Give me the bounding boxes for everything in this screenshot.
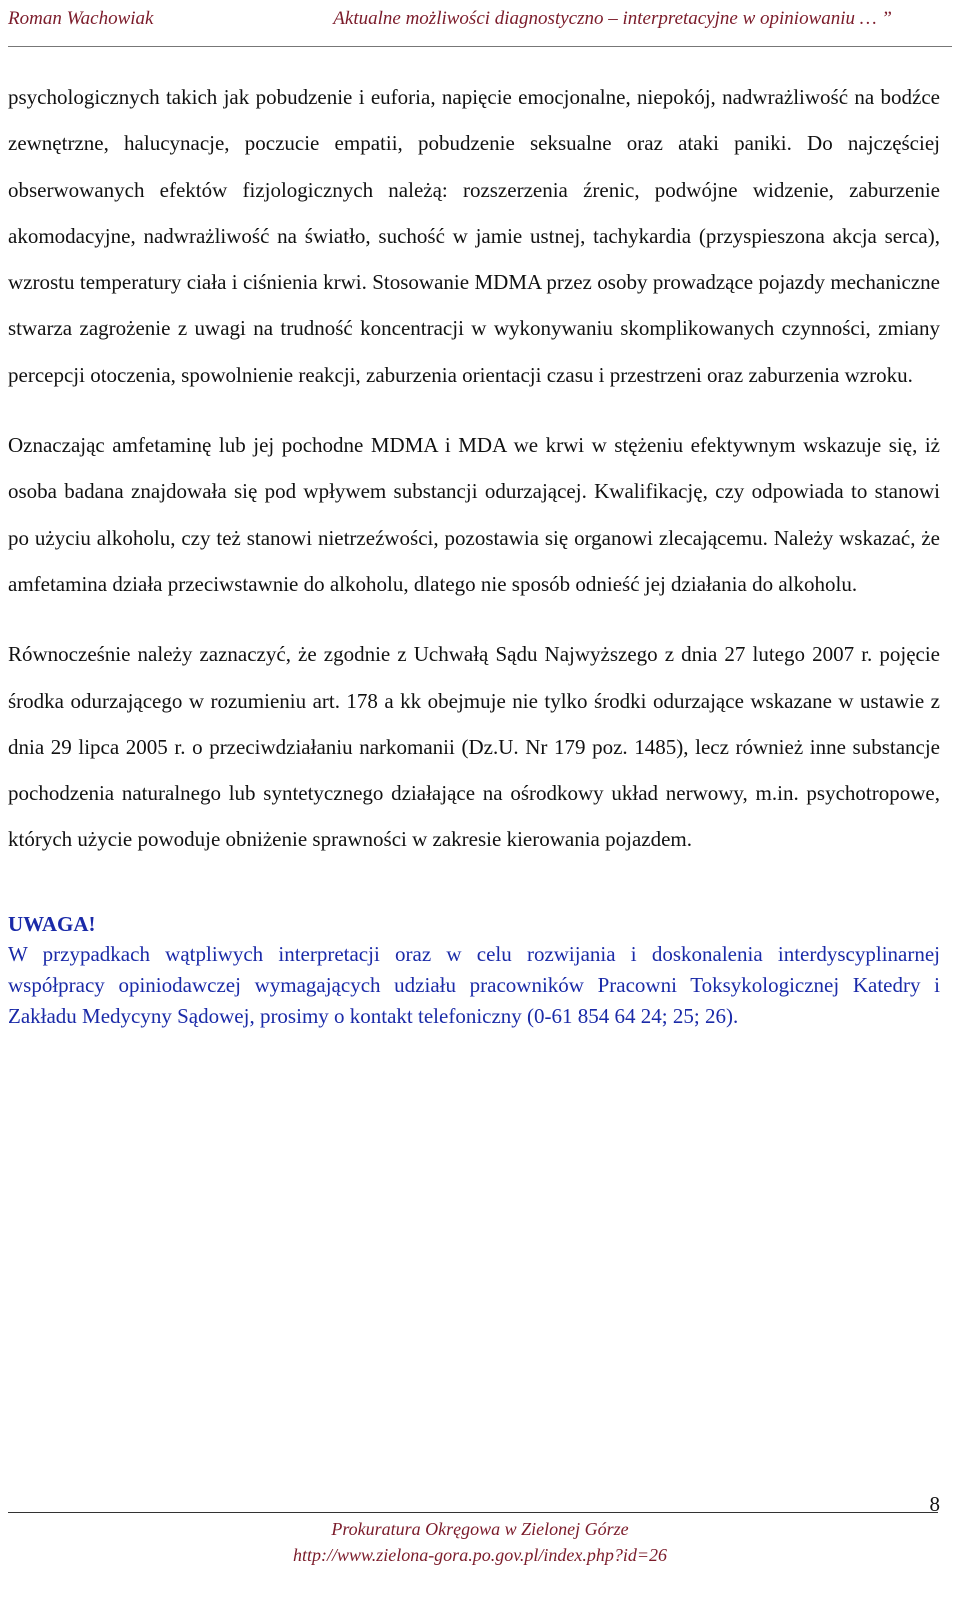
footer-institution: Prokuratura Okręgowa w Zielonej Górze	[331, 1519, 629, 1539]
header-author: Roman Wachowiak	[8, 8, 154, 29]
paragraph-supreme-court: Równocześnie należy zaznaczyć, że zgodnie z Uchwałą Sądu Najwyższego z dnia 27 lutego 2007 r. pojęcie środka odurzającego w rozumieniu art. 178 a kk obejmuje nie tylko środki odurzające wskazane w ustawie z dnia 29 lipca 2005 r. o przeciwdziałaniu narkomanii (Dz.U. Nr 179 poz. 1485), lecz również inne substancje pochodzenia naturalnego lub syntetycznego działające na ośrodkowy układ nerwowy, m.in. psychotropowe, których użycie powoduje obniżenie sprawności w zakresie kierowania pojazdem.	[8, 642, 940, 852]
header-divider	[8, 46, 952, 47]
paragraph-amphetamine-blood: Oznaczając amfetaminę lub jej pochodne MDMA i MDA we krwi w stężeniu efektywnym wskazuje się, iż osoba badana znajdowała się pod wpływem substancji odurzającej. Kwalifikację, czy odpowiada to stanowi po użyciu alkoholu, czy też stanowi nietrzeźwości, pozostawia się organowi zlecającemu. Należy wskazać, że amfetamina działa przeciwstawnie do alkoholu, dlatego nie sposób odnieść jej działania do alkoholu.	[8, 433, 940, 596]
notice-title: UWAGA!	[8, 911, 96, 936]
notice-block	[8, 909, 940, 1032]
footer-url[interactable]: http://www.zielona-gora.po.gov.pl/index.php?id=26	[293, 1545, 667, 1565]
page-footer	[0, 1516, 960, 1568]
page-number: 8	[929, 1492, 940, 1516]
notice-body: W przypadkach wątpliwych interpretacji oraz w celu rozwijania i doskonalenia interdyscyplinarnej współpracy opiniodawczej wymagających udziału pracowników Pracowni Toksykologicznej Katedry i Zakładu Medycyny Sądowej, prosimy o kontakt telefoniczny (0-61 854 64 24; 25; 26).	[8, 941, 940, 1028]
document-body	[8, 74, 940, 1032]
paragraph-mdma-effects: psychologicznych takich jak pobudzenie i euforia, napięcie emocjonalne, niepokój, nadwrażliwość na bodźce zewnętrzne, halucynacje, poczucie empatii, pobudzenie seksualne oraz ataki paniki. Do najczęściej obserwowanych efektów fizjologicznych należą: rozszerzenia źrenic, podwójne widzenie, zaburzenie akomodacyjne, nadwrażliwość na światło, suchość w jamie ustnej, tachykardia (przyspieszona akcja serca), wzrostu temperatury ciała i ciśnienia krwi. Stosowanie MDMA przez osoby prowadzące pojazdy mechaniczne stwarza zagrożenie z uwagi na trudność koncentracji w wykonywaniu skomplikowanych czynności, zmiany percepcji otoczenia, spowolnienie reakcji, zaburzenia orientacji czasu i przestrzeni oraz zaburzenia wzroku.	[8, 85, 940, 387]
page-header	[8, 8, 952, 38]
header-title: Aktualne możliwości diagnostyczno – interpretacyjne w opiniowaniu … ”	[333, 8, 892, 29]
footer-divider	[8, 1512, 938, 1513]
